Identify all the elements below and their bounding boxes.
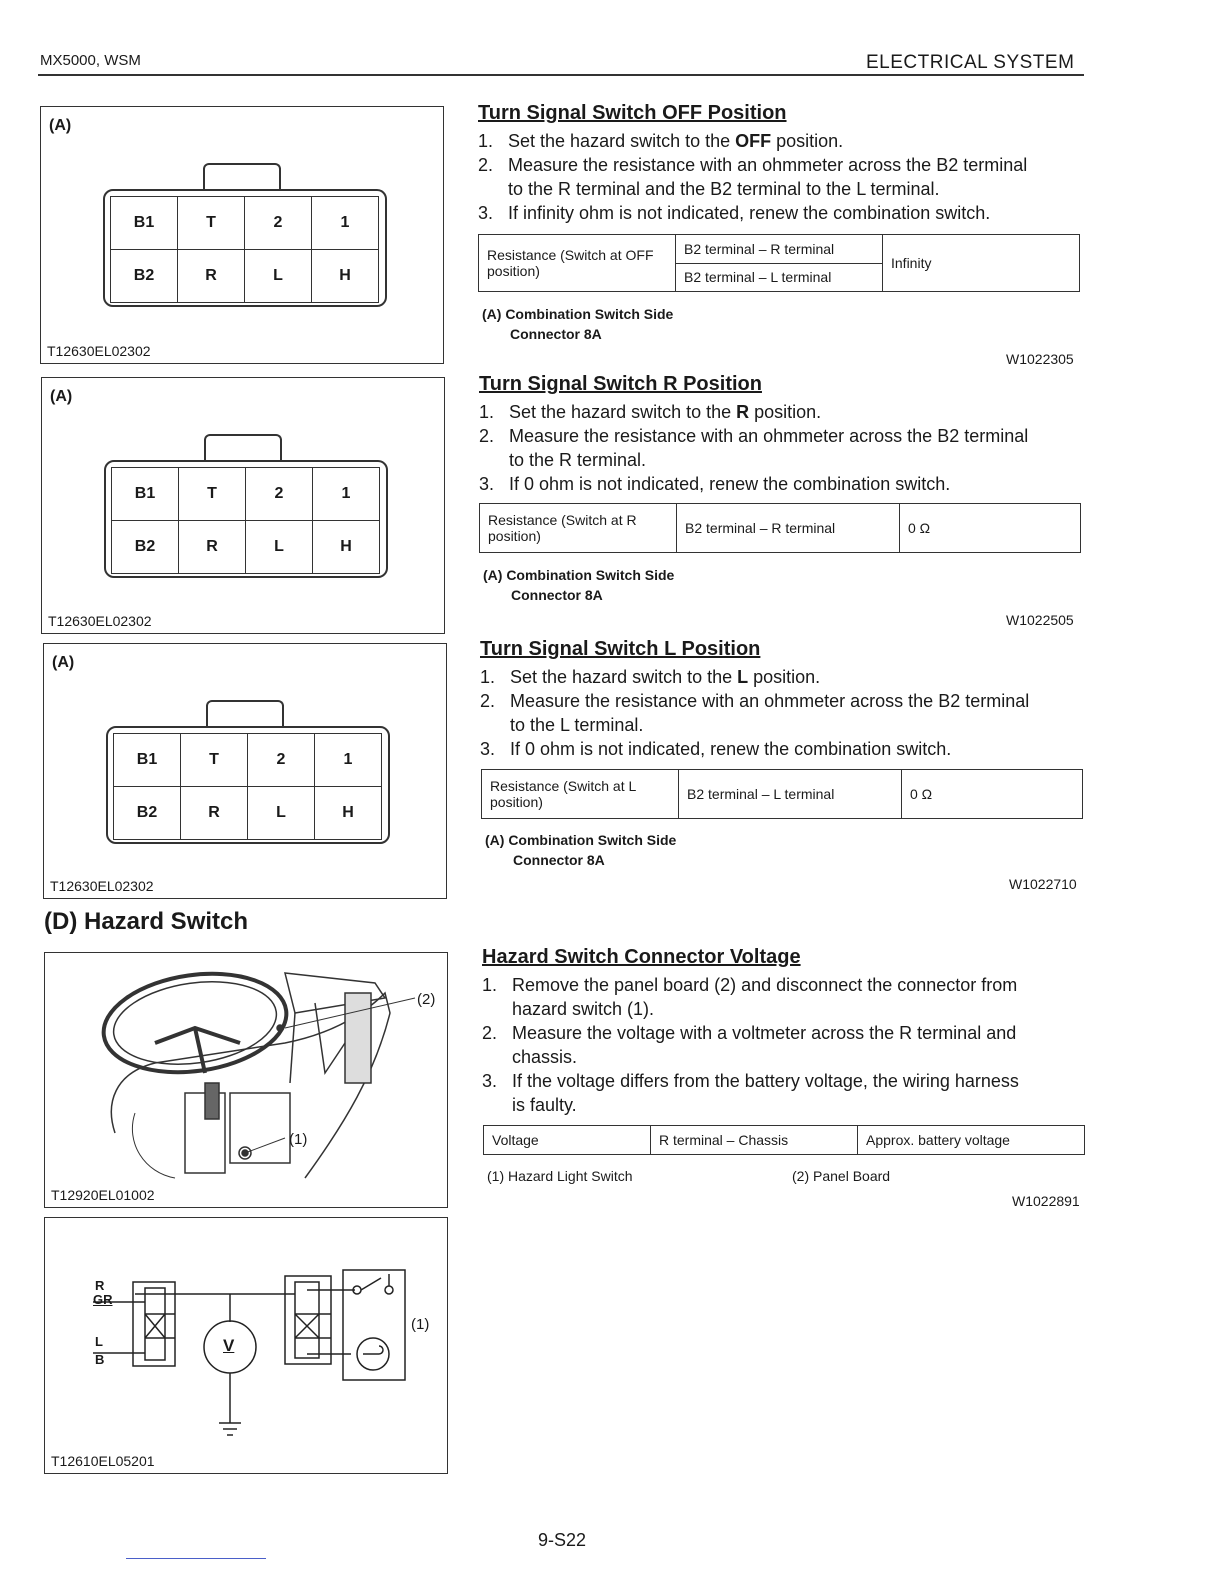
- figure-label: (A): [50, 388, 73, 405]
- spec-table-voltage: [483, 1125, 1085, 1155]
- pin-1: 1: [315, 734, 382, 787]
- step-3: 3. If infinity ohm is not indicated, renew the combination switch.: [478, 203, 991, 223]
- pin-b2: B2: [112, 521, 179, 574]
- pin-2: 2: [248, 734, 315, 787]
- spec-label: Resistance (Switch at L position): [482, 770, 679, 819]
- step-3: 3. If 0 ohm is not indicated, renew the combination switch.: [480, 739, 952, 759]
- pin-1: 1: [312, 197, 379, 250]
- pin-1: 1: [313, 468, 380, 521]
- voltmeter-symbol: V: [223, 1336, 235, 1355]
- steps-list: [479, 400, 1091, 496]
- pin-h: H: [315, 787, 382, 840]
- spec-table-off: [478, 234, 1080, 292]
- section-r-position: [479, 373, 1091, 496]
- wire-label-r: R: [95, 1278, 105, 1293]
- connector-figure-l: [43, 643, 447, 899]
- section-code: W1022505: [1006, 612, 1074, 628]
- pin-b1: B1: [111, 197, 178, 250]
- pin-t: T: [179, 468, 246, 521]
- spec-value: 0 Ω: [900, 504, 1081, 553]
- pin-l: L: [245, 250, 312, 303]
- figure-code: T12630EL02302: [47, 343, 151, 359]
- section-title: Turn Signal Switch OFF Position: [478, 102, 787, 124]
- figure-note: (A) Combination Switch Side Connector 8A: [483, 567, 675, 603]
- footer-rule: [126, 1558, 266, 1559]
- pin-l: L: [248, 787, 315, 840]
- spec-row: B2 terminal – L terminal: [679, 770, 902, 819]
- pin-b2: B2: [111, 250, 178, 303]
- pin-t: T: [178, 197, 245, 250]
- connector-figure-off: [40, 106, 444, 364]
- pin-t: T: [181, 734, 248, 787]
- legend-hazard-light-switch: (1) Hazard Light Switch: [487, 1168, 633, 1184]
- section-code: W1022710: [1009, 876, 1077, 892]
- pin-l: L: [246, 521, 313, 574]
- pin-2: 2: [246, 468, 313, 521]
- steps-list: [482, 973, 1094, 1117]
- voltmeter-circuit: [45, 1218, 445, 1448]
- pin-r: R: [181, 787, 248, 840]
- step-2: 2. Measure the resistance with an ohmmeter across the B2 terminal to the R terminal.: [479, 426, 1029, 470]
- steps-list: [478, 129, 1090, 225]
- figure-code: T12920EL01002: [51, 1187, 155, 1203]
- spec-label: Voltage: [484, 1126, 651, 1155]
- section-off-position: [478, 102, 1090, 225]
- hazard-wiring-diagram: [44, 1217, 448, 1474]
- pin-b2: B2: [114, 787, 181, 840]
- wire-label-b: B: [95, 1352, 105, 1367]
- pin-b1: B1: [114, 734, 181, 787]
- figure-note: (A) Combination Switch Side Connector 8A: [482, 306, 674, 342]
- wire-label-gr: GR: [93, 1292, 113, 1307]
- step-1: 1. Set the hazard switch to the L position.: [480, 667, 821, 687]
- legend-panel-board: (2) Panel Board: [792, 1168, 891, 1184]
- callout-panel-board: (2): [417, 991, 436, 1008]
- pin-h: H: [312, 250, 379, 303]
- step-1: 1. Remove the panel board (2) and disconnect the connector from hazard switch (1).: [482, 975, 1018, 1019]
- step-2: 2. Measure the resistance with an ohmmeter across the B2 terminal to the R terminal and the B2 terminal to the L terminal.: [478, 155, 1028, 199]
- section-hazard-voltage: [482, 946, 1094, 1117]
- figure-label: (A): [49, 117, 72, 134]
- spec-table-r: [479, 503, 1081, 553]
- dashboard-illustration: [45, 953, 445, 1183]
- pin-h: H: [313, 521, 380, 574]
- spec-value: Infinity: [883, 235, 1080, 292]
- spec-label: Resistance (Switch at R position): [480, 504, 677, 553]
- pin-r: R: [179, 521, 246, 574]
- spec-value: 0 Ω: [902, 770, 1083, 819]
- figure-label: (A): [52, 654, 75, 671]
- section-title: Turn Signal Switch R Position: [479, 373, 762, 395]
- pin-b1: B1: [112, 468, 179, 521]
- header-manual-code: MX5000, WSM: [40, 52, 141, 69]
- step-3: 3. If 0 ohm is not indicated, renew the combination switch.: [479, 474, 951, 494]
- wire-label-l: L: [95, 1334, 103, 1349]
- connector-figure-r: [41, 377, 445, 634]
- figure-code: T12630EL02302: [48, 613, 152, 629]
- pin-2: 2: [245, 197, 312, 250]
- pin-r: R: [178, 250, 245, 303]
- spec-table-l: [481, 769, 1083, 819]
- hazard-switch-photo: [44, 952, 448, 1208]
- section-l-position: [480, 638, 1092, 761]
- callout-hazard-switch: (1): [289, 1131, 308, 1148]
- spec-row: B2 terminal – R terminal: [676, 235, 883, 264]
- spec-row: B2 terminal – L terminal: [676, 263, 883, 292]
- figure-code: T12610EL05201: [51, 1453, 155, 1469]
- spec-label: Resistance (Switch at OFF position): [479, 235, 676, 292]
- figure-code: T12630EL02302: [50, 878, 154, 894]
- spec-row: B2 terminal – R terminal: [677, 504, 900, 553]
- section-code: W1022891: [1012, 1193, 1080, 1209]
- step-1: 1. Set the hazard switch to the OFF position.: [478, 131, 844, 151]
- figure-note: (A) Combination Switch Side Connector 8A: [485, 832, 677, 868]
- step-2: 2. Measure the resistance with an ohmmeter across the B2 terminal to the L terminal.: [480, 691, 1030, 735]
- section-title: Turn Signal Switch L Position: [480, 638, 761, 660]
- page-number: 9-S22: [538, 1530, 587, 1550]
- steps-list: [480, 665, 1092, 761]
- header-section-title: ELECTRICAL SYSTEM: [866, 52, 1075, 73]
- section-title: Hazard Switch Connector Voltage: [482, 946, 801, 968]
- step-3: 3. If the voltage differs from the battery voltage, the wiring harness is faulty.: [482, 1071, 1019, 1115]
- spec-row: R terminal – Chassis: [651, 1126, 858, 1155]
- callout-hazard-switch: (1): [411, 1316, 430, 1333]
- step-1: 1. Set the hazard switch to the R position.: [479, 402, 822, 422]
- section-code: W1022305: [1006, 351, 1074, 367]
- header-rule: [38, 74, 1084, 76]
- step-2: 2. Measure the voltage with a voltmeter across the R terminal and chassis.: [482, 1023, 1017, 1067]
- spec-value: Approx. battery voltage: [858, 1126, 1085, 1155]
- hazard-switch-heading: (D) Hazard Switch: [44, 908, 249, 935]
